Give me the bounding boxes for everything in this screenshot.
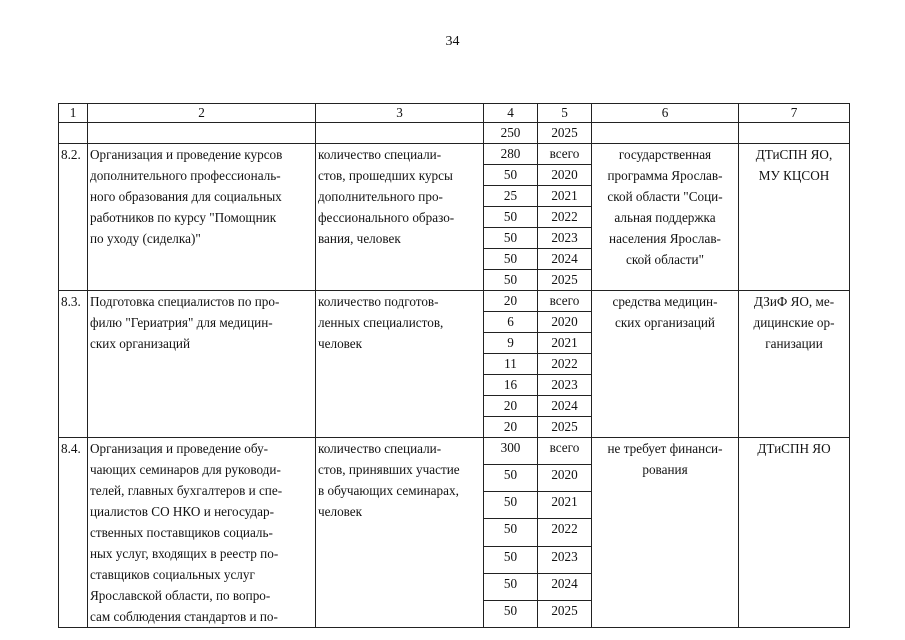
year-cell: 2020 [538,465,592,492]
value-cell: 11 [484,354,538,375]
section-number: 8.4. [59,438,88,628]
indicator-cell: количество специали- стов, принявших участие в обучающих семинарах, человек [316,438,484,628]
value-cell: 50 [484,228,538,249]
value-cell: 50 [484,249,538,270]
column-header: 4 [484,104,538,123]
year-cell: 2020 [538,165,592,186]
column-header: 6 [592,104,739,123]
year-cell: 2021 [538,492,592,519]
activity-cell: Организация и проведение обу- чающих семинаров для руководи- телей, главных бухгалтеров и спе- циалистов СО НКО и негосудар- ственных поставщиков социаль- ных услуг, входящих в реестр по- ставщиков социальных услуг Ярославской области, по вопро- сам соблюдения стандартов и по- [88,438,316,628]
value-cell: 50 [484,492,538,519]
indicator-cell: количество подготов- ленных специалистов, человек [316,291,484,438]
empty-cell [88,123,316,144]
plan-table [58,103,850,628]
year-cell: 2023 [538,546,592,573]
year-cell: 2023 [538,375,592,396]
header-row [59,104,850,123]
year-cell: 2024 [538,573,592,600]
page-number: 34 [445,34,460,49]
year-cell: всего [538,144,592,165]
value-cell: 50 [484,546,538,573]
value-cell: 300 [484,438,538,465]
indicator-cell: количество специали- стов, прошедших курсы дополнительного про- фессионального образо- вания, человек [316,144,484,291]
section-number: 8.2. [59,144,88,291]
year-cell: 2020 [538,312,592,333]
empty-cell [592,123,739,144]
section-number: 8.3. [59,291,88,438]
activity-cell: Подготовка специалистов по про- филю "Гериатрия" для медицин- ских организаций [88,291,316,438]
executor-cell: ДЗиФ ЯО, ме- дицинские ор- ганизации [739,291,850,438]
value-cell: 50 [484,270,538,291]
funding-source-cell: средства медицин- ских организаций [592,291,739,438]
year-cell: 2024 [538,396,592,417]
year-cell: всего [538,438,592,465]
empty-cell [739,123,850,144]
year-cell: 2024 [538,249,592,270]
value-cell: 20 [484,417,538,438]
year-cell: 2023 [538,228,592,249]
value-cell: 20 [484,291,538,312]
empty-cell [316,123,484,144]
year-cell: 2022 [538,354,592,375]
value-cell: 16 [484,375,538,396]
year-cell: 2025 [538,270,592,291]
value-cell: 50 [484,165,538,186]
year-cell: 2021 [538,333,592,354]
year-cell: 2021 [538,186,592,207]
value-cell: 50 [484,519,538,546]
value-cell: 6 [484,312,538,333]
section-row [59,291,850,312]
table-body [59,104,850,628]
year-cell: 2022 [538,207,592,228]
column-header: 5 [538,104,592,123]
value-cell: 20 [484,396,538,417]
column-header: 7 [739,104,850,123]
funding-source-cell: государственная программа Ярослав- ской области "Соци- альная поддержка населения Ярослав- ской области" [592,144,739,291]
empty-cell [59,123,88,144]
year-cell: 2022 [538,519,592,546]
executor-cell: ДТиСПН ЯО [739,438,850,628]
value-cell: 50 [484,207,538,228]
value-cell: 50 [484,600,538,627]
year-cell: 2025 [538,600,592,627]
section-row [59,144,850,165]
value-cell: 50 [484,573,538,600]
year-cell: 2025 [538,417,592,438]
funding-source-cell: не требует финанси- рования [592,438,739,628]
year-cell: всего [538,291,592,312]
executor-cell: ДТиСПН ЯО, МУ КЦСОН [739,144,850,291]
year-cell: 2025 [538,123,592,144]
activity-cell: Организация и проведение курсов дополнительного профессиональ- ного образования для социальных работников по курсу "Помощник по уходу (сиделка)" [88,144,316,291]
column-header: 3 [316,104,484,123]
value-cell: 280 [484,144,538,165]
section-row [59,438,850,465]
value-cell: 9 [484,333,538,354]
value-cell: 50 [484,465,538,492]
value-cell: 25 [484,186,538,207]
value-cell: 250 [484,123,538,144]
column-header: 2 [88,104,316,123]
column-header: 1 [59,104,88,123]
carry-over-row [59,123,850,144]
